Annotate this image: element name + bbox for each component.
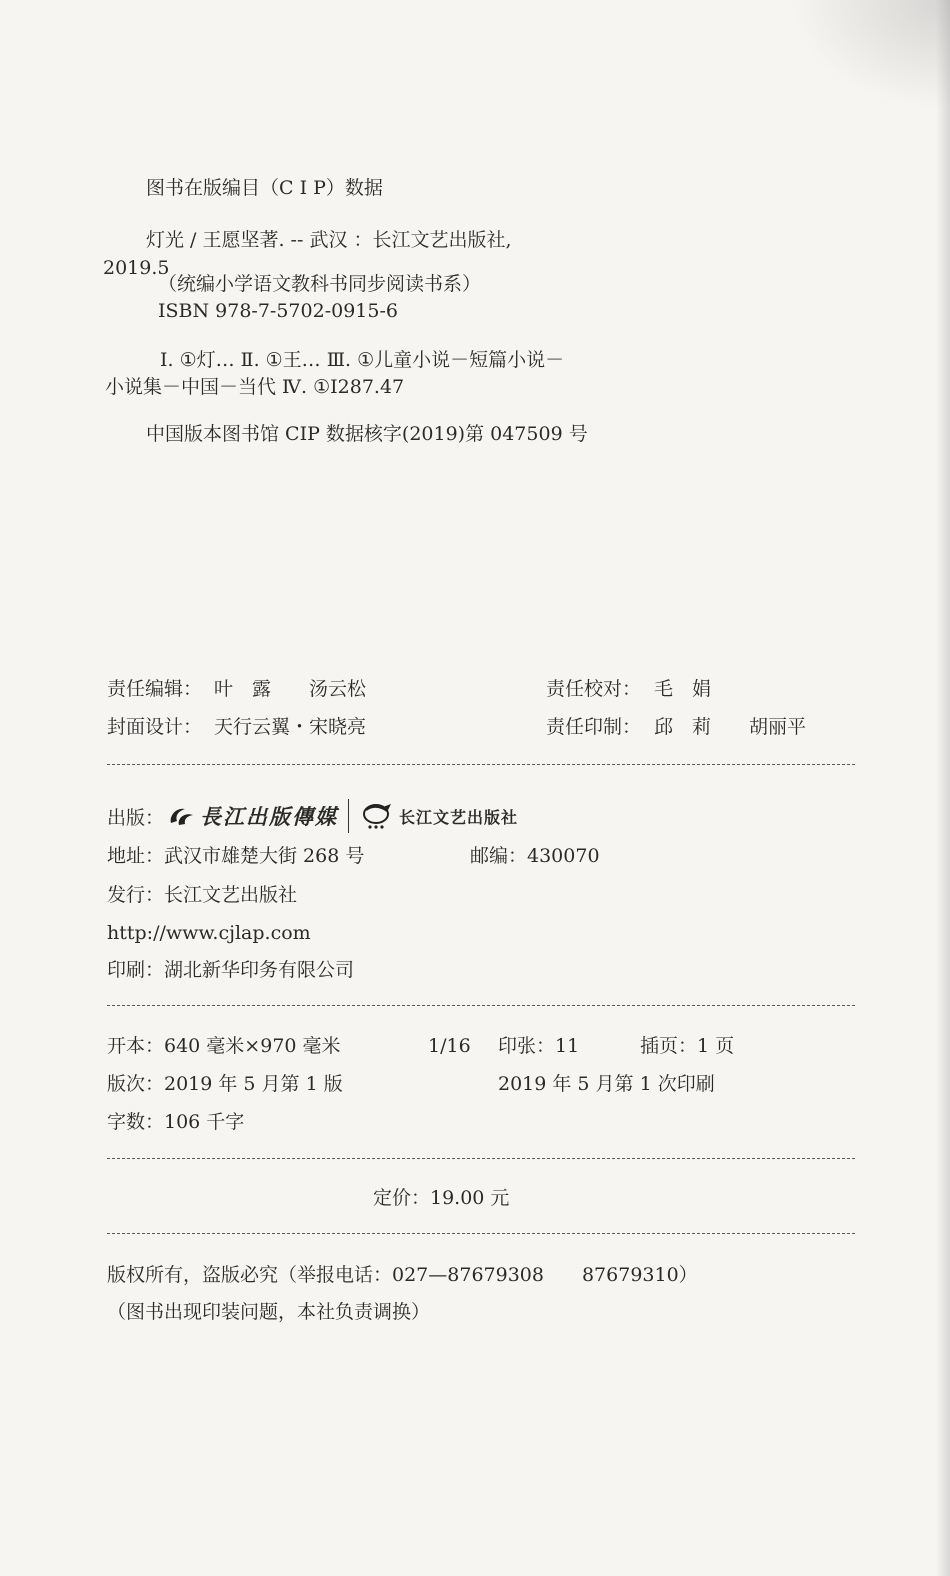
cip-line: 小说集－中国－当代 Ⅳ. ①I287.47: [105, 376, 405, 398]
printing: 2019 年 5 月第 1 次印刷: [498, 1073, 715, 1095]
publisher-url: http://www.cjlap.com: [107, 922, 311, 944]
cip-line: （统编小学语文教科书同步阅读书系）: [158, 273, 482, 295]
publisher-logos: [167, 798, 518, 834]
design-names: 天行云翼・宋晓亮: [214, 716, 367, 738]
divider: [107, 1005, 855, 1006]
changjiang-literature-logo: [361, 801, 518, 831]
editor-label: 责任编辑：: [107, 678, 203, 700]
proof-names: 毛 娟: [654, 678, 712, 700]
printed-sheets: 印张：11: [498, 1035, 580, 1057]
editor-names: 叶 露 汤云松: [214, 678, 367, 700]
swirl-icon: [167, 803, 197, 829]
design-label: 封面设计：: [107, 716, 203, 738]
cip-isbn: ISBN 978-7-5702-0915-6: [158, 300, 398, 322]
cip-line: 2019.5: [103, 257, 170, 279]
publisher-label: 出版：: [107, 807, 165, 829]
page-edge-shadow: [936, 0, 950, 1576]
globe-icon: [361, 801, 395, 831]
cip-title: 图书在版编目（C I P）数据: [146, 177, 383, 199]
publisher-postcode: 邮编：430070: [470, 845, 600, 867]
copyright-note: （图书出现印装问题，本社负责调换）: [107, 1301, 431, 1323]
printer: 印刷：湖北新华印务有限公司: [107, 959, 355, 981]
book-format: 开本：640 毫米×970 毫米: [107, 1035, 341, 1057]
distributor: 发行：长江文艺出版社: [107, 884, 298, 906]
price: 定价：19.00 元: [373, 1187, 510, 1209]
proof-label: 责任校对：: [546, 678, 642, 700]
insert-pages: 插页：1 页: [640, 1035, 735, 1057]
changjiang-media-logo: [167, 801, 338, 831]
word-count: 字数：106 千字: [107, 1111, 245, 1133]
logo-separator: [348, 799, 349, 833]
changjiang-literature-logo-text: 长江文艺出版社: [399, 807, 519, 827]
book-fraction: 1/16: [428, 1035, 471, 1057]
cip-record-number: 中国版本图书馆 CIP 数据核字(2019)第 047509 号: [146, 423, 588, 445]
print-manager-names: 邱 莉 胡丽平: [654, 716, 807, 738]
page-corner-shadow: [790, 0, 950, 110]
divider: [107, 764, 855, 765]
cip-line: Ⅰ. ①灯… Ⅱ. ①王… Ⅲ. ①儿童小说－短篇小说－: [160, 349, 565, 371]
changjiang-media-logo-text: 長江出版傳媒: [200, 804, 338, 829]
cip-line: 灯光 / 王愿坚著. -- 武汉 ：长江文艺出版社,: [146, 229, 512, 251]
publisher-address: 地址：武汉市雄楚大街 268 号: [107, 845, 365, 867]
print-manager-label: 责任印制：: [546, 716, 642, 738]
copyright-notice: 版权所有，盗版必究（举报电话：027—87679308 87679310）: [107, 1264, 698, 1286]
edition: 版次：2019 年 5 月第 1 版: [107, 1073, 343, 1095]
divider: [107, 1158, 855, 1159]
divider: [107, 1233, 855, 1234]
